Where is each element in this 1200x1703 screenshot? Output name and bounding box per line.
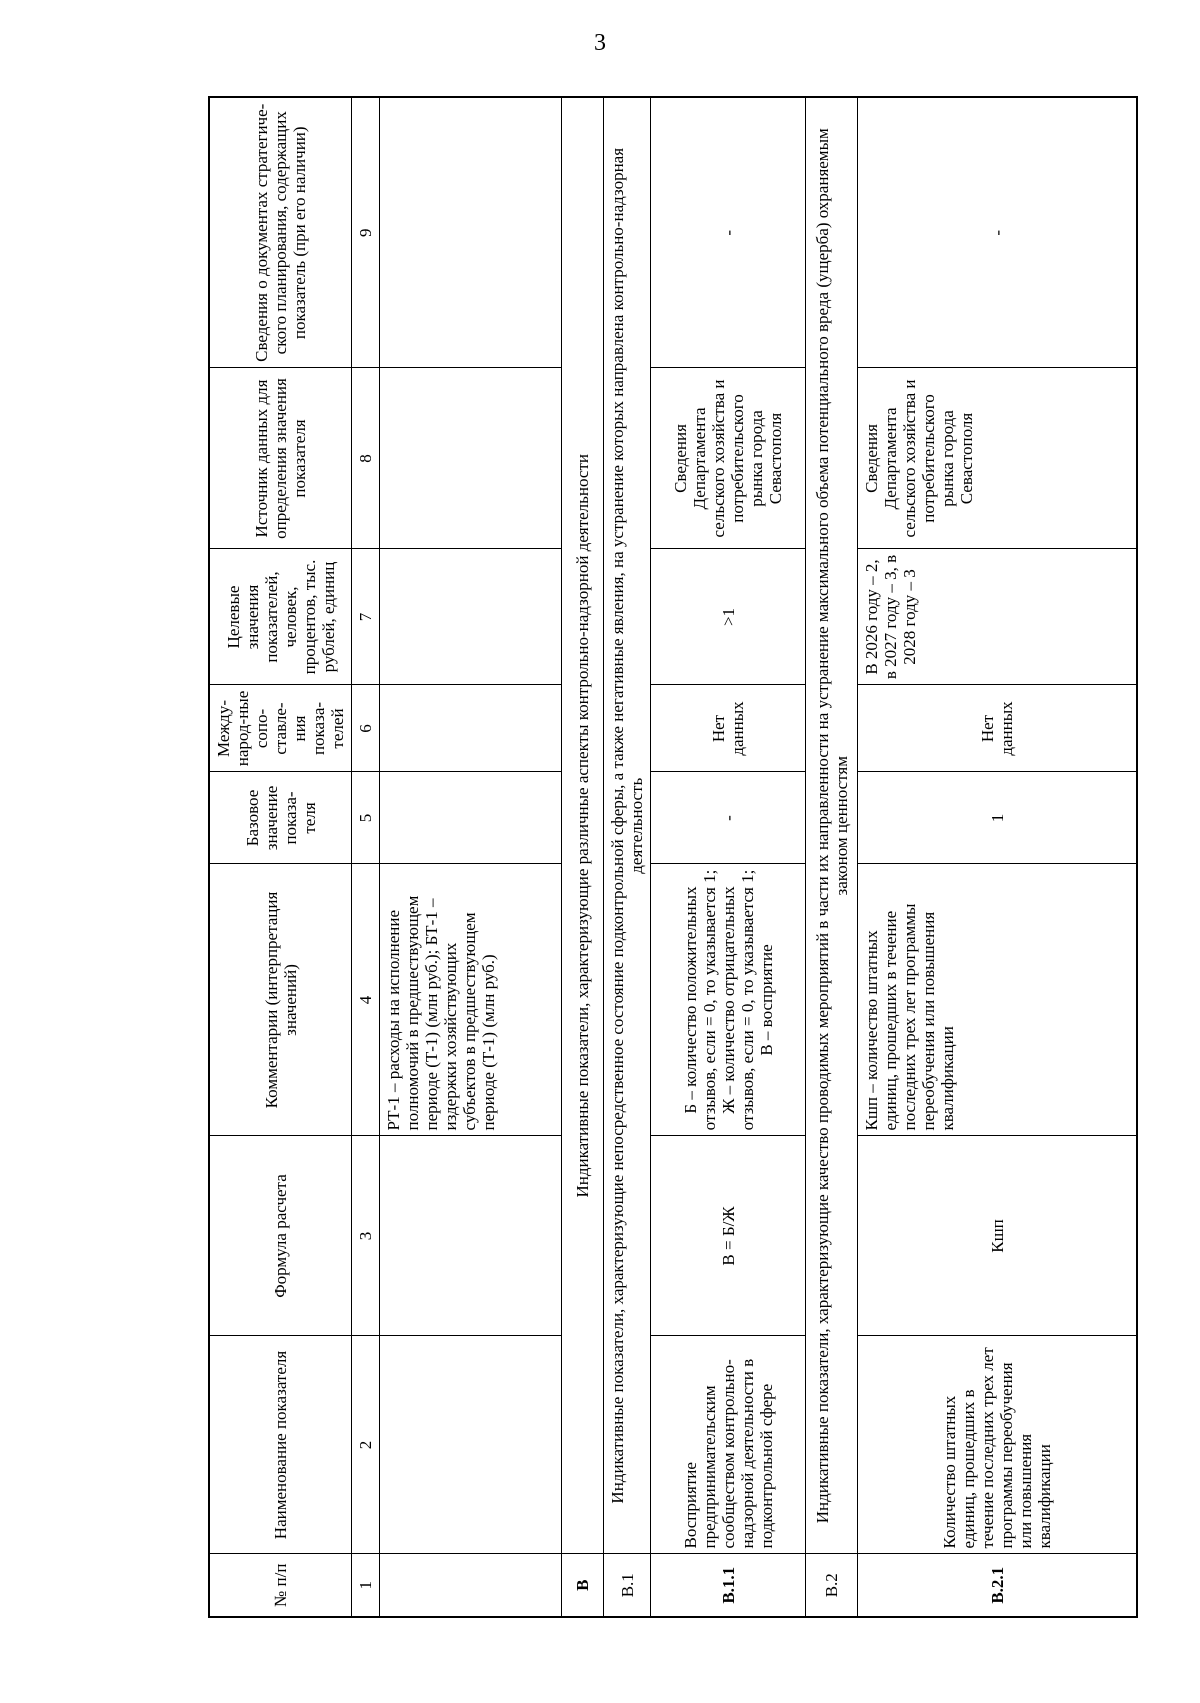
table-cell — [380, 368, 562, 549]
section-b-row — [562, 97, 604, 1617]
header-base-value: Базовое значение показа-теля — [209, 772, 352, 864]
continuation-row — [380, 97, 562, 1617]
table-cell — [380, 1336, 562, 1554]
header-source: Источник данных для определения значения показателя — [209, 368, 352, 549]
table-cell — [380, 97, 562, 368]
header-international: Между-народ-ные сопо-ставле-ния показа-телей — [209, 685, 352, 772]
table-cell — [380, 1554, 562, 1617]
target-value: >1 — [651, 549, 806, 685]
table-cell — [380, 1136, 562, 1336]
data-source: Сведения Департамента сельского хозяйства и потребительского рынка города Севастополя — [651, 368, 806, 549]
international-comparison: Нет данных — [858, 685, 1137, 772]
section-code: В.2 — [806, 1554, 858, 1617]
column-number: 6 — [352, 685, 380, 772]
page-number: 3 — [594, 30, 606, 56]
rotated-table-container — [208, 98, 1088, 1618]
table-row — [651, 97, 806, 1617]
column-number: 9 — [352, 97, 380, 368]
column-number: 3 — [352, 1136, 380, 1336]
international-comparison: Нет данных — [651, 685, 806, 772]
section-code: В.1 — [604, 1554, 651, 1617]
table-cell — [380, 772, 562, 864]
formula: Кшп — [858, 1136, 1137, 1336]
strategic-docs: - — [858, 97, 1137, 368]
comment: Б – количество положительных отзывов, если = 0, то указывается 1; Ж – количество отрицательных отзывов, если = 0, то указывается 1; В – восприятие — [651, 864, 806, 1136]
column-number: 8 — [352, 368, 380, 549]
section-title: Индикативные показатели, характеризующие различные аспекты контрольно-надзорной деятельности — [562, 97, 604, 1554]
section-code: В — [562, 1554, 604, 1617]
section-b1-row — [604, 97, 651, 1617]
table-cell — [380, 685, 562, 772]
indicator-name: Восприятие предпринимательским сообществом контрольно-надзорной деятельности в подконтрольной сфере — [651, 1336, 806, 1554]
comment: Кшп – количество штатных единиц, прошедших в течение последних трех лет программы переобучения или повышения квалификации — [858, 864, 1137, 1136]
base-value: 1 — [858, 772, 1137, 864]
column-number: 5 — [352, 772, 380, 864]
column-number: 2 — [352, 1336, 380, 1554]
continuation-comment: РТ-1 – расходы на исполнение полномочий в предшествующем периоде (Т-1) (млн руб.); БТ-1 – издержки хозяйствующих субъектов в предшествующем периоде (Т-1) (млн руб.) — [380, 864, 562, 1136]
column-number: 4 — [352, 864, 380, 1136]
target-value: В 2026 году – 2, в 2027 году – 3, в 2028 году – 3 — [858, 549, 1137, 685]
header-docs: Сведения о документах стратегиче-ского планирования, содержащих показатель (при его наличии) — [209, 97, 352, 368]
header-target: Целевые значения показателей, человек, процентов, тыс. рублей, единиц — [209, 549, 352, 685]
table-row — [858, 97, 1137, 1617]
section-title: Индикативные показатели, характеризующие непосредственное состояние подконтрольной сферы, а также негативные явления, на устранение которых направлена контрольно-надзорная деятельность — [604, 97, 651, 1554]
row-code: В.2.1 — [858, 1554, 1137, 1617]
formula: В = Б/Ж — [651, 1136, 806, 1336]
header-name: Наименование показателя — [209, 1336, 352, 1554]
row-code: В.1.1 — [651, 1554, 806, 1617]
column-number: 7 — [352, 549, 380, 685]
strategic-docs: - — [651, 97, 806, 368]
column-number: 1 — [352, 1554, 380, 1617]
indicators-table — [208, 96, 1138, 1618]
data-source: Сведения Департамента сельского хозяйства и потребительского рынка города Севастополя — [858, 368, 1137, 549]
base-value: - — [651, 772, 806, 864]
header-number: № п/п — [209, 1554, 352, 1617]
table-cell — [380, 549, 562, 685]
section-b2-row — [806, 97, 858, 1617]
section-title: Индикативные показатели, характеризующие качество проводимых мероприятий в части их направленности на устранение максимального объема потенциального вреда (ущерба) охраняемым законом ценностям — [806, 97, 858, 1554]
header-comment: Комментарии (интерпретация значений) — [209, 864, 352, 1136]
column-numbers-row — [352, 97, 380, 1617]
indicator-name: Количество штатных единиц, прошедших в течение последних трех лет программы переобучения или повышения квалификации — [858, 1336, 1137, 1554]
header-row — [209, 97, 352, 1617]
header-formula: Формула расчета — [209, 1136, 352, 1336]
